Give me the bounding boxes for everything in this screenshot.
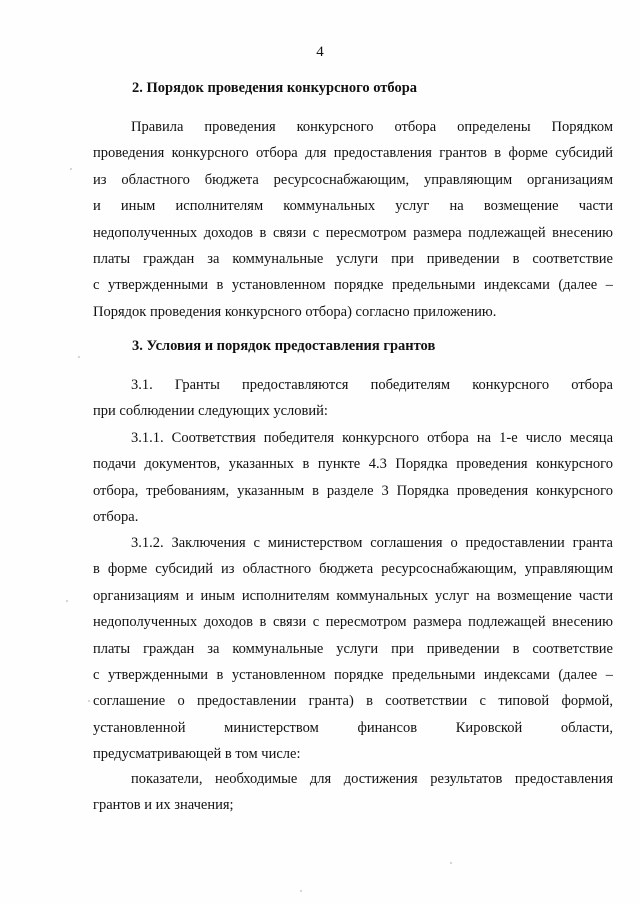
scan-speck <box>450 862 452 864</box>
paragraph-line: платы граждан за коммунальные услуги при приведении в соответствие <box>93 250 613 267</box>
paragraph-line: организациям и иным исполнителям коммунальных услуг на возмещение части <box>93 587 613 604</box>
page-number: 4 <box>316 44 324 60</box>
paragraph-line: отбора. <box>93 509 139 526</box>
scan-speck <box>88 700 90 702</box>
paragraph-line: недополученных доходов в связи с пересмотром размера подлежащей внесению <box>93 614 613 631</box>
paragraph-line: проведения конкурсного отбора для предоставления грантов в форме субсидий <box>93 145 613 162</box>
scan-speck <box>70 168 72 170</box>
paragraph-line: 3.1.2. Заключения с министерством соглашения о предоставлении гранта <box>131 535 613 551</box>
paragraph-line: с утвержденными в установленном порядке предельными индексами (далее – <box>93 277 613 294</box>
paragraph-line: Порядок проведения конкурсного отбора) согласно приложению. <box>93 303 497 320</box>
scan-speck <box>300 890 302 892</box>
paragraph-line: платы граждан за коммунальные услуги при приведении в соответствие <box>93 640 613 657</box>
section-3-heading: 3. Условия и порядок предоставления грантов <box>132 338 436 354</box>
section-2-paragraph <box>93 114 613 325</box>
paragraph-line: 3.1. Гранты предоставляются победителям конкурсного отбора <box>131 377 613 393</box>
paragraph-line: при соблюдении следующих условий: <box>93 403 328 420</box>
clause-3-1-2 <box>93 530 613 768</box>
paragraph-line: Правила проведения конкурсного отбора определены Порядком <box>131 119 613 135</box>
paragraph-line: подачи документов, указанных в пункте 4.3 Порядка проведения конкурсного <box>93 456 613 473</box>
paragraph-line: и иным исполнителям коммунальных услуг на возмещение части <box>93 198 613 215</box>
paragraph-line: с утвержденными в установленном порядке предельными индексами (далее – <box>93 666 613 683</box>
paragraph-line: установленной министерством финансов Кировской области, <box>93 719 613 736</box>
section-2-heading: 2. Порядок проведения конкурсного отбора <box>132 80 418 96</box>
paragraph-line: недополученных доходов в связи с пересмотром размера подлежащей внесению <box>93 224 613 241</box>
paragraph-line: соглашение о предоставлении гранта) в соответствии с типовой формой, <box>93 693 613 710</box>
indicators-paragraph <box>93 766 613 819</box>
paragraph-line: в форме субсидий из областного бюджета ресурсоснабжающим, управляющим <box>93 561 613 578</box>
paragraph-line: предусматривающей в том числе: <box>93 746 301 763</box>
paragraph-line: 3.1.1. Соответствия победителя конкурсного отбора на 1-е число месяца <box>131 430 613 446</box>
scan-speck <box>78 356 80 358</box>
paragraph-line: отбора, требованиям, указанным в разделе 3 Порядка проведения конкурсного <box>93 482 613 499</box>
scan-speck <box>66 600 68 602</box>
clause-3-1 <box>93 372 613 425</box>
paragraph-line: грантов и их значения; <box>93 797 234 814</box>
clause-3-1-1 <box>93 425 613 531</box>
paragraph-line: из областного бюджета ресурсоснабжающим, управляющим организациям <box>93 171 613 188</box>
paragraph-line: показатели, необходимые для достижения результатов предоставления <box>131 771 613 787</box>
